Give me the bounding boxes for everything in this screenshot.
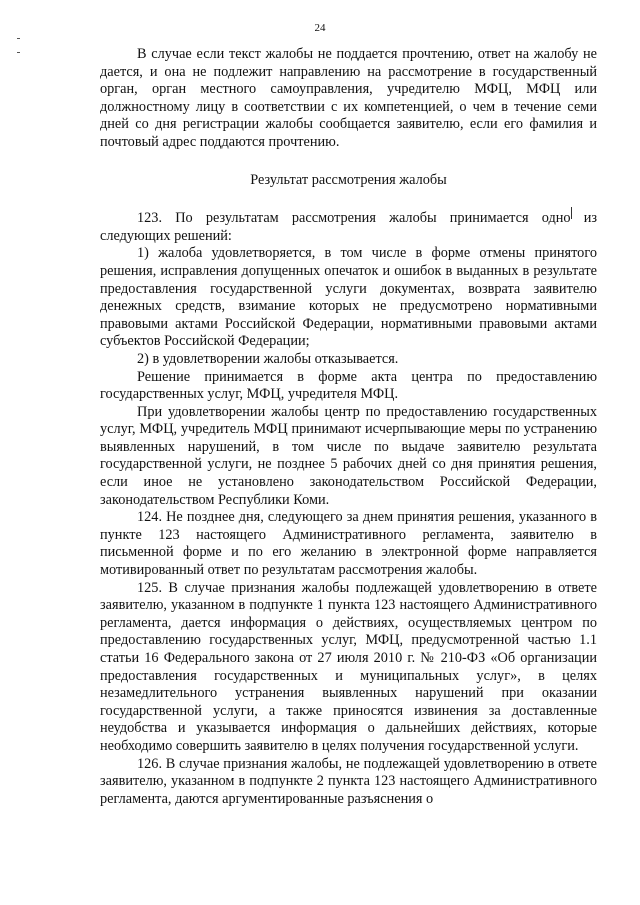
paragraph-123-item-1: 1) жалоба удовлетворяется, в том числе в форме отмены принятого решения, исправления допущенных опечаток и ошибок в выданных в результате предоставления государственной услуги документах, возврата заявителю денежных средств, взимание которых не предусмотрено нормативными правовыми актами Российской Федерации, нормативными правовыми актами субъектов Российской Федерации; [100,245,597,350]
section-heading: Результат рассмотрения жалобы [250,171,447,188]
paragraph-125: 125. В случае признания жалобы подлежащей удовлетворению в ответе заявителю, указанном в подпункте 1 пункта 123 настоящего Административного регламента, дается информация о действиях, осуществляемых центром по предоставлению государственных услуг, МФЦ, предусмотренной частью 1.1 статьи 16 Федерального закона от 27 июля 2010 г. № 210-ФЗ «Об организации предоставления государственных и муниципальных услуг», в целях незамедлительного устранения выявленных нарушений при оказании государственной услуги, а также приносятся извинения за доставленные неудобства и указывается информация о дальнейших действиях, которые необходимо совершить заявителю в целях получения государственной услуги. [100,579,597,754]
page-number: 24 [314,22,326,34]
intro-paragraph: В случае если текст жалобы не поддается прочтению, ответ на жалобу не дается, и она не подлежит направлению на рассмотрение в государственный орган, орган местного самоуправления, учредителю МФЦ, МФЦ или должностному лицу в соответствии с их компетенцией, о чем в течение семи дней со дня регистрации жалобы сообщается заявителю, если его фамилия и почтовый адрес поддаются прочтению. [100,46,597,150]
margin-tick-mark [17,38,20,39]
paragraph-123-item-2: 2) в удовлетворении жалобы отказывается. [137,350,399,367]
paragraph-satisfaction-measures: При удовлетворении жалобы центр по предоставлению государственных услуг, МФЦ, учредитель МФЦ принимают исчерпывающие меры по устранению выявленных нарушений, в том числе по выдаче заявителю результата государственной услуги, не позднее 5 рабочих дней со дня принятия решения, если иное не установлено законодательством Российской Федерации, законодательством Республики Коми. [100,403,597,508]
paragraph-decision-form: Решение принимается в форме акта центра по предоставлению государственных услуг, МФЦ, учредителя МФЦ. [100,368,597,403]
margin-tick-mark [17,52,20,53]
paragraph-123: 123. По результатам рассмотрения жалобы принимается одно из следующих решений: [100,210,597,244]
document-body [100,46,597,808]
paragraph-126: 126. В случае признания жалобы, не подлежащей удовлетворению в ответе заявителю, указанном в подпункте 2 пункта 123 настоящего Административного регламента, даются аргументированные разъяснения о [100,755,597,807]
paragraph-124: 124. Не позднее дня, следующего за днем принятия решения, указанного в пункте 123 настоящего Административного регламента, заявителю в письменной форме и по его желанию в электронной форме направляется мотивированный ответ по результатам рассмотрения жалобы. [100,509,597,579]
